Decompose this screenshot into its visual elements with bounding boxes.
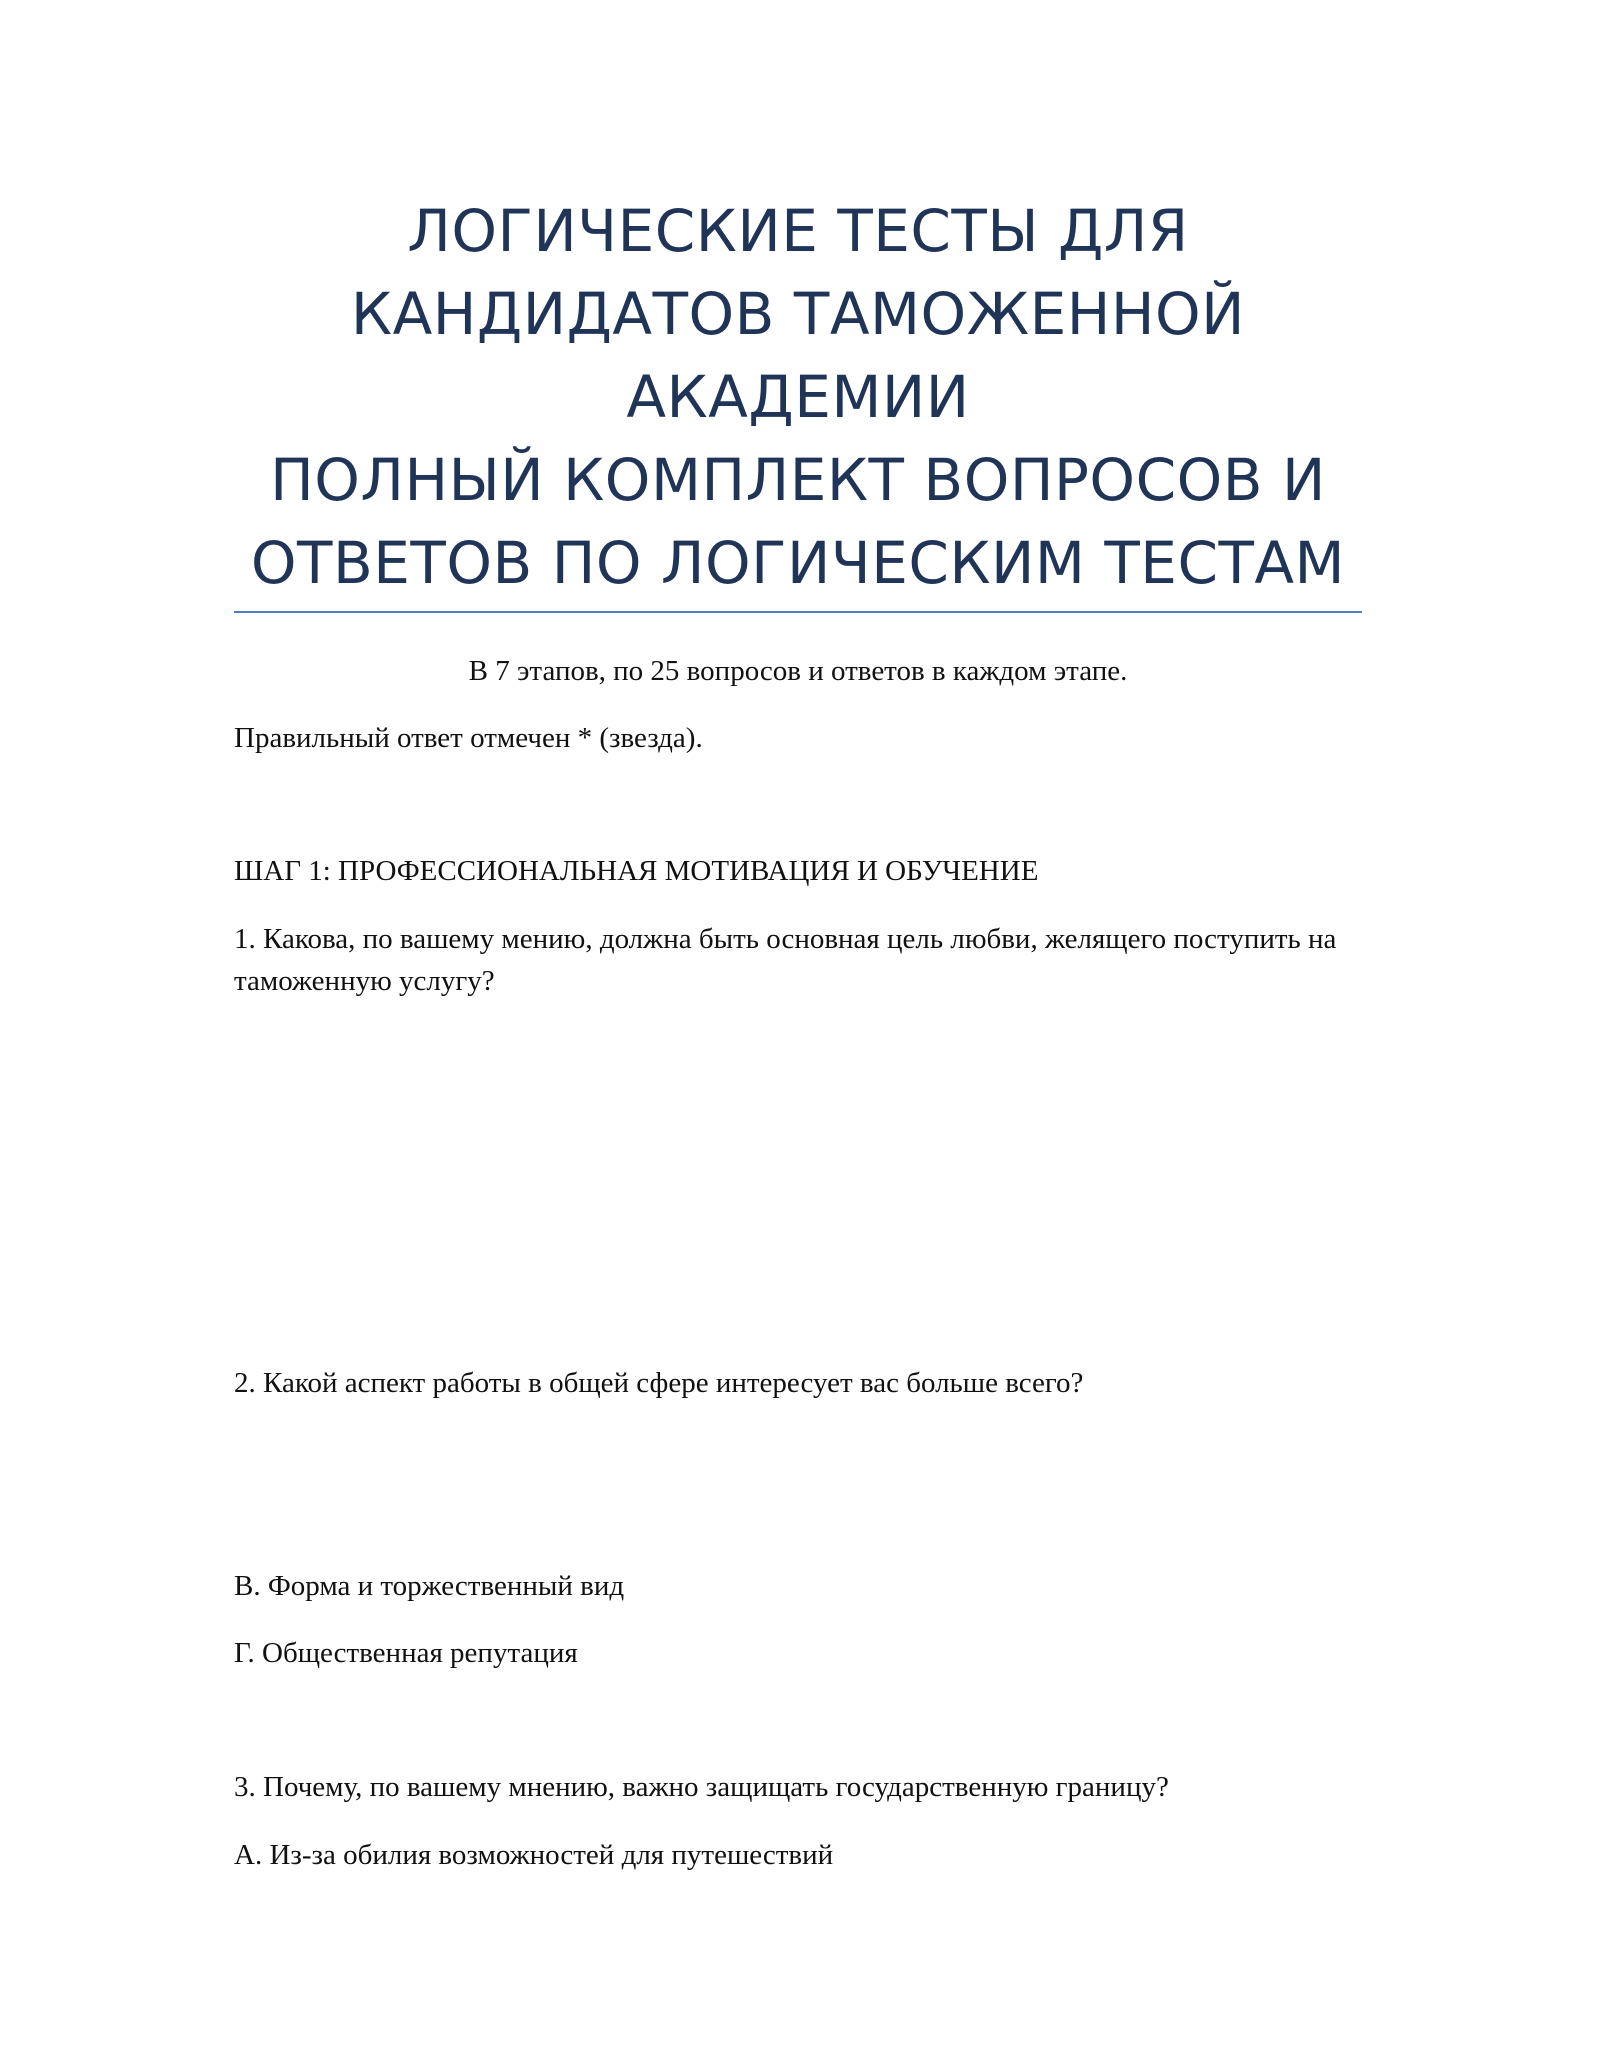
question-3-answer-a: А. Из-за обилия возможностей для путешествий xyxy=(234,1839,834,1871)
section-heading-step-1: ШАГ 1: ПРОФЕССИОНАЛЬНАЯ МОТИВАЦИЯ И ОБУЧЕНИЕ xyxy=(234,855,1039,887)
question-1: 1. Какова, по вашему мению, должна быть основная цель любви, желящего поступить на таможенную услугу? xyxy=(234,923,1337,997)
document-title xyxy=(234,190,1362,605)
document-subtitle: В 7 этапов, по 25 вопросов и ответов в каждом этапе. xyxy=(468,655,1128,687)
question-2-answer-g: Г. Общественная репутация xyxy=(234,1637,578,1669)
answer-marking-note: Правильный ответ отмечен * (звезда). xyxy=(234,722,703,754)
title-line-1: ЛОГИЧЕСКИЕ ТЕСТЫ ДЛЯ xyxy=(407,197,1189,265)
question-2: 2. Какой аспект работы в общей сфере интересует вас больше всего? xyxy=(234,1367,1084,1399)
title-underline-divider xyxy=(234,611,1362,613)
question-2-answer-v: В. Форма и торжественный вид xyxy=(234,1570,625,1602)
title-line-3: АКАДЕМИИ xyxy=(626,363,970,431)
title-line-5: ОТВЕТОВ ПО ЛОГИЧЕСКИМ ТЕСТАМ xyxy=(250,529,1346,597)
question-3: 3. Почему, по вашему мнению, важно защищать государственную границу? xyxy=(234,1771,1169,1803)
title-line-2: КАНДИДАТОВ ТАМОЖЕННОЙ xyxy=(350,280,1246,348)
title-line-4: ПОЛНЫЙ КОМПЛЕКТ ВОПРОСОВ И xyxy=(270,446,1326,514)
